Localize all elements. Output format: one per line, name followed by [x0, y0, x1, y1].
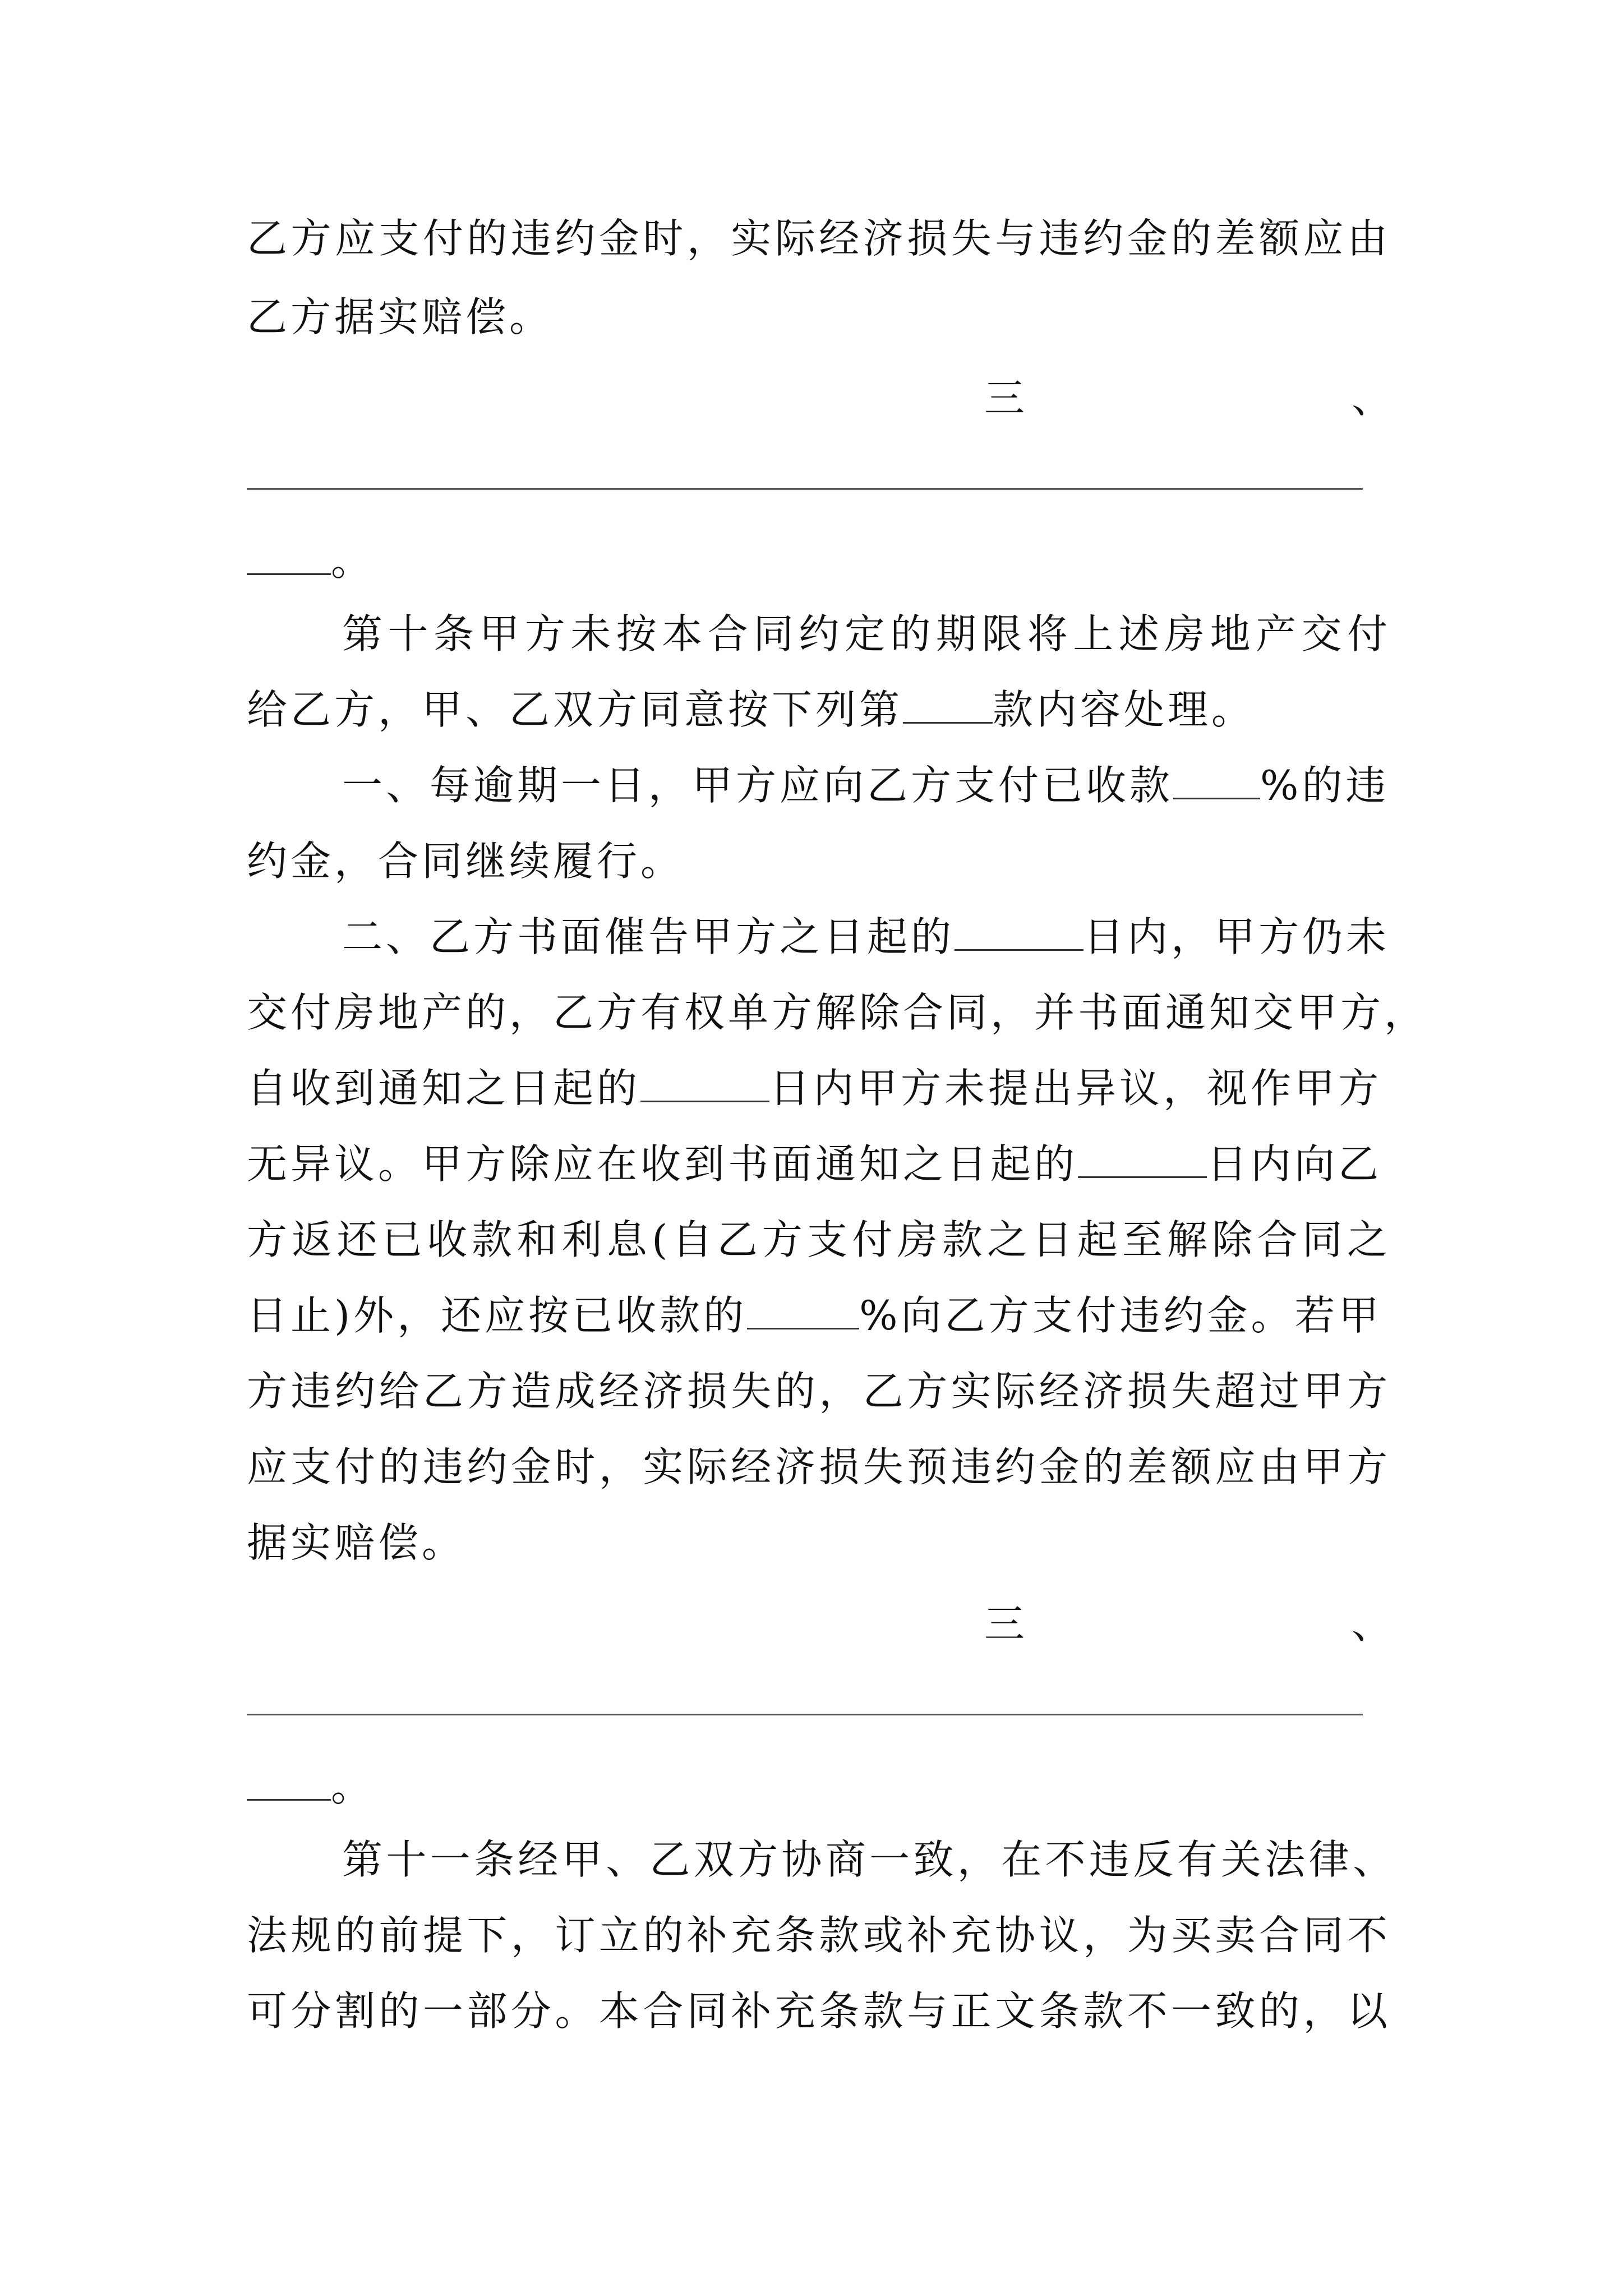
text-line: 约金，合同继续履行。 [247, 838, 685, 885]
text-line: 交付房地产的，乙方有权单方解除合同，并书面通知交甲方， [247, 989, 1428, 1036]
fill-in-blank-end [247, 533, 1391, 589]
enumeration-comma: 、 [1352, 1600, 1393, 1648]
clause-11-heading: 第十一条经甲、乙双方协商一致，在不违反有关法律、 [342, 1836, 1396, 1883]
text-line: 据实赔偿。 [247, 1519, 466, 1566]
text-line: 乙方应支付的违约金时，实际经济损失与违约金的差额应由 [247, 215, 1391, 262]
text-line: 应支付的违约金时，实际经济损失预违约金的差额应由甲方 [247, 1443, 1391, 1490]
fill-in-blank-line [247, 1714, 1363, 1715]
section-number: 三 [984, 1600, 1025, 1648]
text-line: 方违约给乙方造成经济损失的，乙方实际经济损失超过甲方 [247, 1368, 1391, 1415]
blank-field [903, 689, 993, 724]
blank-field [247, 541, 331, 575]
blank-field [1173, 765, 1260, 799]
blank-field [747, 1295, 859, 1329]
text-line: 乙方据实赔偿。 [247, 293, 554, 341]
section-number: 三 [984, 375, 1025, 422]
blank-field [640, 1068, 769, 1102]
enumeration-comma: 、 [1352, 375, 1393, 422]
text-line: 无异议。甲方除应在收到书面通知之日起的 日内向乙 [247, 1140, 1382, 1188]
text-line: 日止)外，还应按已收款的 %向乙方支付违约金。若甲 [247, 1292, 1382, 1339]
text-line: 给乙方，甲、乙双方同意按下列第 款内容处理。 [247, 686, 1256, 733]
text-line: 可分割的一部分。本合同补充条款与正文条款不一致的，以 [247, 1987, 1391, 2035]
item-2-line: 二、乙方书面催告甲方之日起的 日内，甲方仍未 [342, 913, 1390, 960]
period: 。 [331, 537, 375, 585]
period: 。 [331, 1763, 375, 1810]
fill-in-blank-end [247, 1759, 1391, 1815]
text-line: 方返还已收款和利息(自乙方支付房款之日起至解除合同之 [247, 1216, 1391, 1263]
item-1-line: 一、每逾期一日，甲方应向乙方支付已收款 %的违 [342, 762, 1390, 809]
blank-field [955, 917, 1083, 951]
blank-field [247, 1766, 331, 1801]
clause-10-heading: 第十条甲方未按本合同约定的期限将上述房地产交付 [342, 610, 1391, 657]
fill-in-blank-line [247, 488, 1363, 490]
blank-field [1078, 1144, 1207, 1178]
text-line: 法规的前提下，订立的补充条款或补充协议，为买卖合同不 [247, 1912, 1391, 1959]
text-line: 自收到通知之日起的 日内甲方未提出异议，视作甲方 [247, 1065, 1382, 1112]
